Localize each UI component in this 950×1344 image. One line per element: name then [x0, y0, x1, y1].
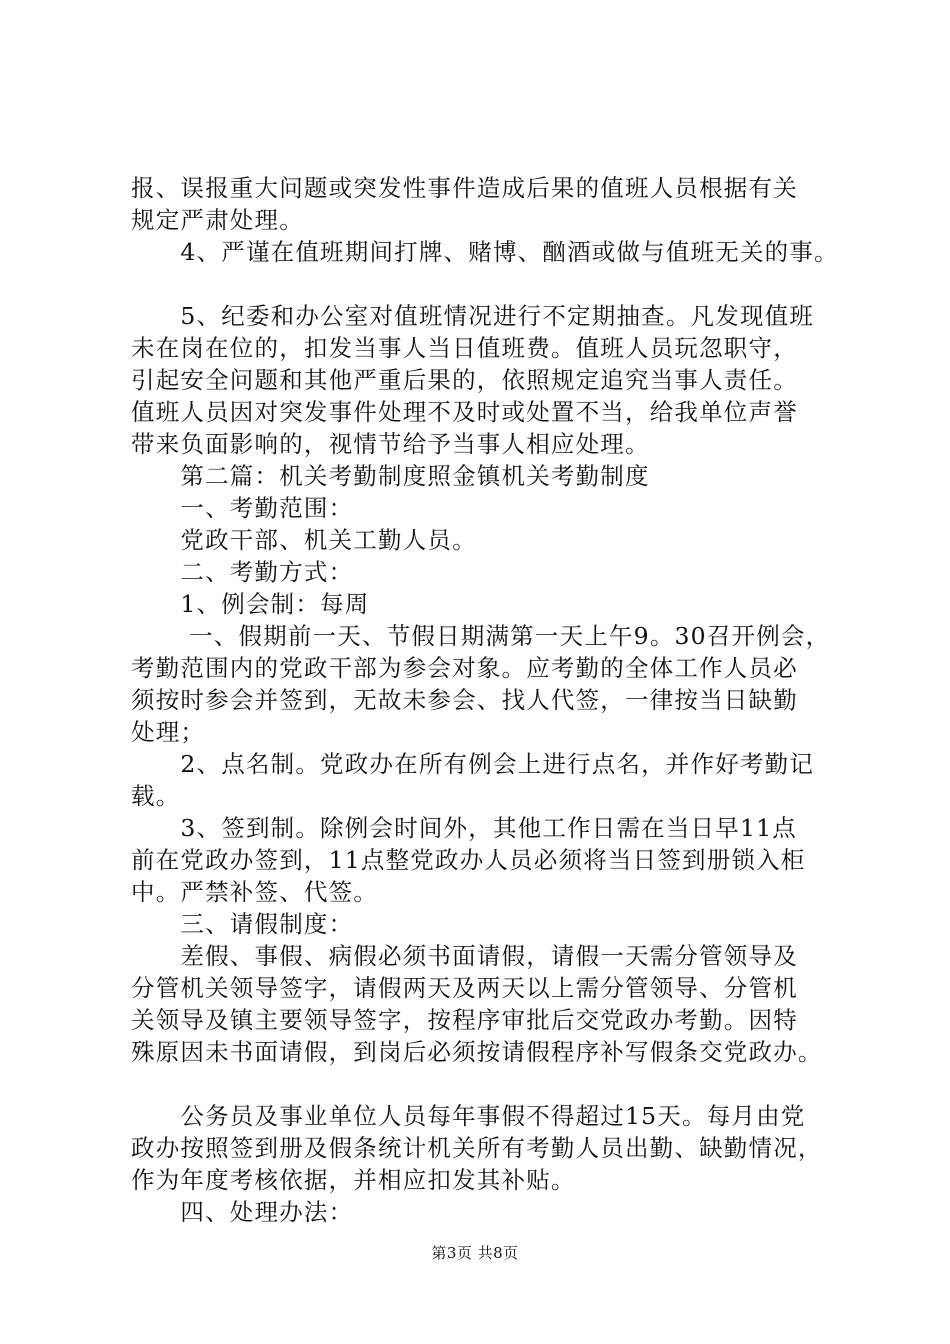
body-text-line: 四、处理办法： — [131, 1198, 354, 1226]
document-body — [131, 172, 853, 1228]
body-text-line: 4、严谨在值班期间打牌、赌博、酗酒或做与值班无关的事。 — [131, 238, 839, 266]
body-text-line: 公务员及事业单位人员每年事假不得超过15天。每月由党 — [131, 1102, 806, 1130]
body-text-line: 党政干部、机关工勤人员。 — [131, 526, 477, 554]
body-text-line: 载。 — [131, 782, 181, 810]
body-text-line: 关领导及镇主要领导签字，按程序审批后交党政办考勤。因特 — [131, 1006, 798, 1034]
body-text-line: 一、考勤范围： — [131, 494, 354, 522]
body-text-line: 3、签到制。除例会时间外，其他工作日需在当日早11点 — [131, 814, 797, 842]
body-text-line: 分管机关领导签字，请假两天及两天以上需分管领导、分管机 — [131, 974, 798, 1002]
body-text-line: 差假、事假、病假必须书面请假，请假一天需分管领导及 — [131, 942, 798, 970]
body-text-line: 规定严肃处理。 — [131, 206, 304, 234]
body-text-line: 殊原因未书面请假，到岗后必须按请假程序补写假条交党政办。 — [131, 1038, 823, 1066]
body-text-line: 5、纪委和办公室对值班情况进行不定期抽查。凡发现值班 — [131, 302, 815, 330]
body-text-line: 一、假期前一天、节假日期满第一天上午9。30召开例会， — [131, 622, 831, 650]
body-text-line: 政办按照签到册及假条统计机关所有考勤人员出勤、缺勤情况， — [131, 1134, 823, 1162]
body-text-line: 值班人员因对突发事件处理不及时或处置不当，给我单位声誉 — [131, 398, 798, 426]
body-text-line: 报、误报重大问题或突发性事件造成后果的值班人员根据有关 — [131, 174, 798, 202]
body-text-line: 带来负面影响的，视情节给予当事人相应处理。 — [131, 430, 650, 458]
body-text-line: 前在党政办签到，11点整党政办人员必须将当日签到册锁入柜 — [131, 846, 806, 874]
blank-line — [131, 268, 853, 300]
body-text-line: 处理； — [131, 718, 206, 746]
body-text-line: 考勤范围内的党政干部为参会对象。应考勤的全体工作人员必 — [131, 654, 798, 682]
body-text-line: 中。严禁补签、代签。 — [131, 878, 378, 906]
body-text-line: 二、考勤方式： — [131, 558, 354, 586]
blank-line — [131, 1068, 853, 1100]
body-text-line: 作为年度考核依据，并相应扣发其补贴。 — [131, 1166, 576, 1194]
page-footer: 第3页 共8页 — [431, 1244, 519, 1262]
body-text-line: 1、例会制：每周 — [131, 590, 370, 618]
body-text-line: 第二篇：机关考勤制度照金镇机关考勤制度 — [131, 462, 650, 490]
body-text-line: 引起安全问题和其他严重后果的，依照规定追究当事人责任。 — [131, 366, 798, 394]
body-text-line: 须按时参会并签到，无故未参会、找人代签，一律按当日缺勤 — [131, 686, 798, 714]
body-text-line: 未在岗在位的，扣发当事人当日值班费。值班人员玩忽职守， — [131, 334, 798, 362]
body-text-line: 2、点名制。党政办在所有例会上进行点名，并作好考勤记 — [131, 750, 815, 778]
body-text-line: 三、请假制度： — [131, 910, 354, 938]
